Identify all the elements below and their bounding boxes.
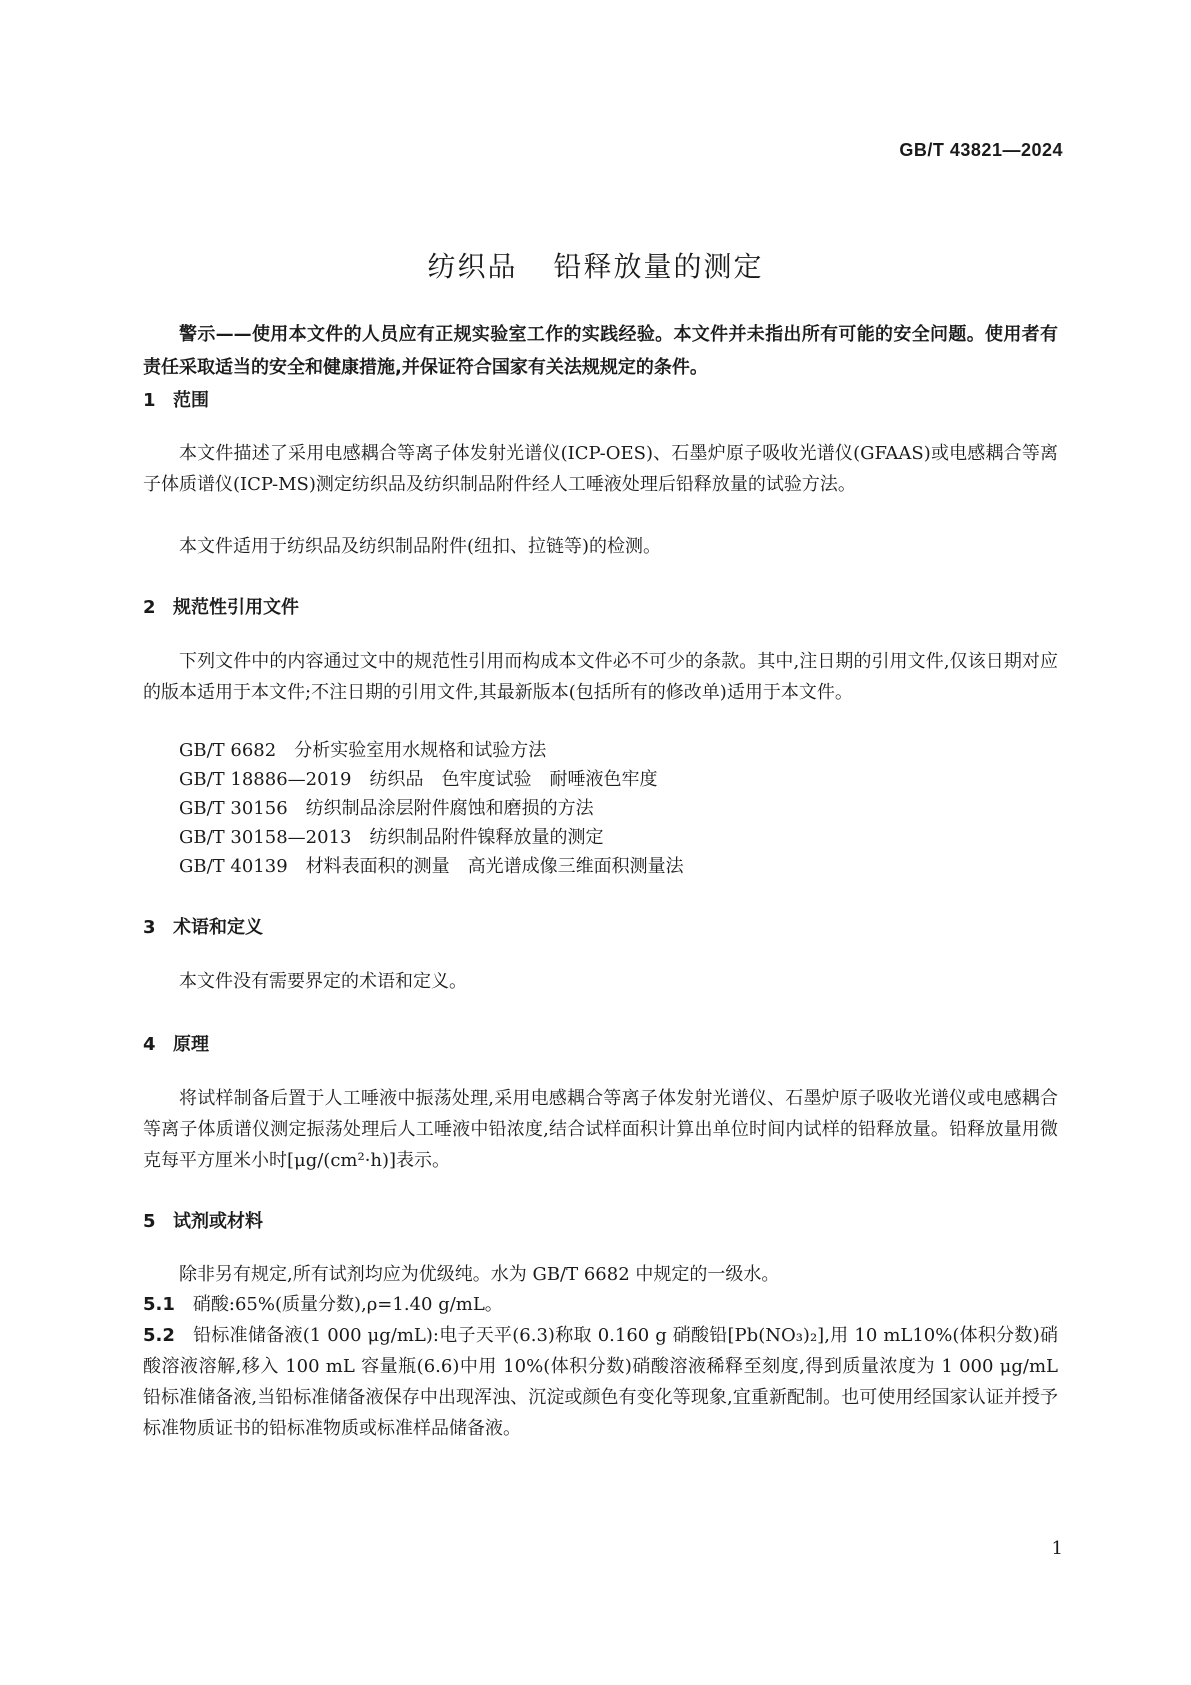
reference-item	[179, 764, 657, 795]
section-number: 5	[143, 1211, 156, 1232]
title-part-2: 铅释放量的测定	[553, 250, 764, 283]
reference-title: 纺织品 色牢度试验 耐唾液色牢度	[369, 769, 658, 790]
section-number: 2	[143, 597, 156, 618]
clause-text: 硝酸:65%(质量分数),ρ=1.40 g/mL。	[192, 1294, 503, 1315]
reference-title: 分析实验室用水规格和试验方法	[294, 740, 547, 761]
paragraph: 将试样制备后置于人工唾液中振荡处理,采用电感耦合等离子体发射光谱仪、石墨炉原子吸收光谱仪或电感耦合等离子体质谱仪测定振荡处理后人工唾液中铅浓度,结合试样面积计算出单位时间内试样的铅释放量。铅释放量用微克每平方厘米小时[μg/(cm²·h)]表示。	[143, 1088, 1058, 1171]
section-number: 1	[143, 390, 156, 411]
section-title: 规范性引用文件	[173, 597, 299, 618]
section-heading-terms	[143, 913, 263, 939]
section-heading-reagents	[143, 1207, 263, 1233]
clause-text: 铅标准储备液(1 000 μg/mL):电子天平(6.3)称取 0.160 g 硝酸铅[Pb(NO₃)₂],用 10 mL10%(体积分数)硝酸溶液溶解,移入 100 mL 容量瓶(6.6)中用 10%(体积分数)硝酸溶液稀释至刻度,得到质量浓度为 1 000 μg/mL 铅标准储备液,当铅标准储备液保存中出现浑浊、沉淀或颜色有变化等现象,宜重新配制。也可使用经国家认证并授予标准物质证书的铅标准物质或标准样品储备液。	[143, 1325, 1058, 1439]
reference-code: GB/T 30158—2013	[179, 827, 352, 848]
document-title	[0, 245, 1191, 285]
section-heading-normative-references	[143, 593, 299, 619]
section-heading-principle	[143, 1030, 209, 1056]
paragraph: 本文件适用于纺织品及纺织制品附件(纽扣、拉链等)的检测。	[179, 536, 662, 557]
page-number: 1	[1051, 1538, 1063, 1559]
reference-code: GB/T 40139	[179, 856, 288, 877]
paragraph: 本文件描述了采用电感耦合等离子体发射光谱仪(ICP-OES)、石墨炉原子吸收光谱仪(GFAAS)或电感耦合等离子体质谱仪(ICP-MS)测定纺织品及纺织制品附件经人工唾液处理后铅释放量的试验方法。	[143, 443, 1058, 495]
paragraph: 下列文件中的内容通过文中的规范性引用而构成本文件必不可少的条款。其中,注日期的引用文件,仅该日期对应的版本适用于本文件;不注日期的引用文件,其最新版本(包括所有的修改单)适用于本文件。	[143, 651, 1058, 703]
section-title: 试剂或材料	[173, 1211, 263, 1232]
reference-item	[179, 851, 684, 882]
reference-title: 材料表面积的测量 高光谱成像三维面积测量法	[305, 856, 684, 877]
clause-item	[143, 1289, 1058, 1320]
reference-code: GB/T 6682	[179, 740, 277, 761]
reference-code: GB/T 18886—2019	[179, 769, 352, 790]
warning-notice: 警示——使用本文件的人员应有正规实验室工作的实践经验。本文件并未指出所有可能的安全问题。使用者有责任采取适当的安全和健康措施,并保证符合国家有关法规规定的条件。	[143, 324, 1058, 378]
section-title: 原理	[173, 1034, 209, 1055]
clause-item	[143, 1320, 1058, 1444]
paragraph: 本文件没有需要界定的术语和定义。	[179, 971, 467, 992]
section-number: 3	[143, 917, 156, 938]
standard-code: GB/T 43821—2024	[899, 140, 1063, 160]
reference-item	[179, 735, 546, 766]
section-number: 4	[143, 1034, 156, 1055]
clause-number: 5.1	[143, 1294, 175, 1315]
section-title: 术语和定义	[173, 917, 263, 938]
reference-item	[179, 822, 603, 853]
title-part-1: 纺织品	[427, 250, 518, 283]
section-title: 范围	[173, 390, 209, 411]
clause-number: 5.2	[143, 1325, 175, 1346]
paragraph: 除非另有规定,所有试剂均应为优级纯。水为 GB/T 6682 中规定的一级水。	[179, 1264, 780, 1285]
reference-title: 纺织制品涂层附件腐蚀和磨损的方法	[305, 798, 594, 819]
reference-code: GB/T 30156	[179, 798, 288, 819]
reference-title: 纺织制品附件镍释放量的测定	[369, 827, 604, 848]
reference-item	[179, 793, 594, 824]
section-heading-scope	[143, 386, 209, 412]
